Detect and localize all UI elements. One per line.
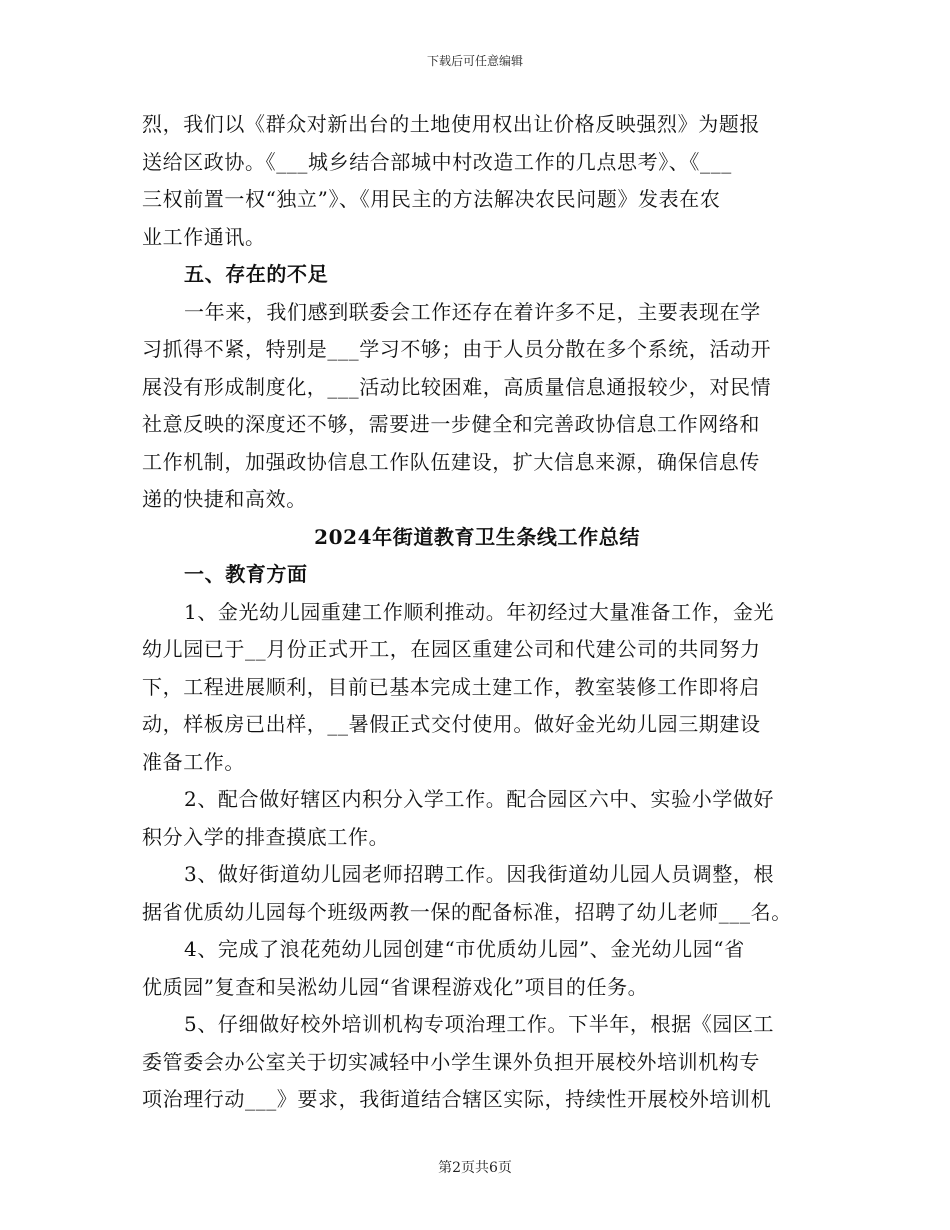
text-line: 幼儿园已于__月份正式开工，在园区重建公司和代建公司的共同努力 [142, 637, 761, 661]
text-line: 4、完成了浪花苑幼儿园创建“市优质幼儿园”、金光幼儿园“省 [184, 937, 745, 961]
text-line: 工作机制，加强政协信息工作队伍建设，扩大信息来源，确保信息传 [142, 449, 760, 474]
text-line: 递的快捷和高效。 [142, 487, 307, 511]
section-title: 2024年街道教育卫生条线工作总结 [314, 524, 640, 549]
text-line: 下，工程进展顺利，目前已基本完成土建工作，教室装修工作即将启 [142, 674, 760, 699]
text-line: 委管委会办公室关于切实减轻中小学生课外负担开展校外培训机构专 [142, 1049, 760, 1074]
text-line: 三权前置一权“独立”》、《用民主的方法解决农民问题》发表在农 [142, 187, 721, 211]
text-line: 5、仔细做好校外培训机构专项治理工作。下半年，根据《园区工 [184, 1012, 775, 1036]
text-line: 业工作通讯。 [142, 224, 266, 249]
text-line: 习抓得不紧，特别是___学习不够；由于人员分散在多个系统，活动开 [142, 337, 772, 361]
section-heading: 五、存在的不足 [184, 262, 329, 286]
text-line: 准备工作。 [142, 749, 245, 774]
text-line: 一年来，我们感到联委会工作还存在着许多不足，主要表现在学 [184, 299, 761, 324]
text-line: 动，样板房已出样，__暑假正式交付使用。做好金光幼儿园三期建设 [142, 712, 761, 736]
text-line: 社意反映的深度还不够，需要进一步健全和完善政协信息工作网络和 [142, 412, 760, 436]
text-line: 优质园”复查和吴淞幼儿园“省课程游戏化”项目的任务。 [142, 974, 649, 999]
text-line: 1、金光幼儿园重建工作顺利推动。年初经过大量准备工作，金光 [184, 599, 775, 624]
text-line: 烈，我们以《群众对新出台的土地使用权出让价格反映强烈》为题报 [142, 112, 760, 136]
text-line: 2、配合做好辖区内积分入学工作。配合园区六中、实验小学做好 [184, 787, 775, 811]
text-line: 展没有形成制度化，___活动比较困难，高质量信息通报较少，对民情 [142, 374, 772, 399]
page-header-note: 下载后可任意编辑 [426, 54, 523, 68]
text-line: 送给区政协。《___城乡结合部城中村改造工作的几点思考》、《___ [142, 149, 732, 174]
text-line: 积分入学的排查摸底工作。 [142, 824, 390, 849]
page-number: 第2页共6页 [438, 1160, 512, 1176]
text-line: 项治理行动___》要求，我街道结合辖区实际，持续性开展校外培训机 [142, 1087, 772, 1111]
text-line: 3、做好街道幼儿园老师招聘工作。因我街道幼儿园人员调整，根 [184, 862, 775, 886]
text-line: 据省优质幼儿园每个班级两教一保的配备标准，招聘了幼儿老师___名。 [142, 899, 792, 924]
document-body [142, 106, 812, 1119]
section-heading: 一、教育方面 [184, 562, 308, 586]
